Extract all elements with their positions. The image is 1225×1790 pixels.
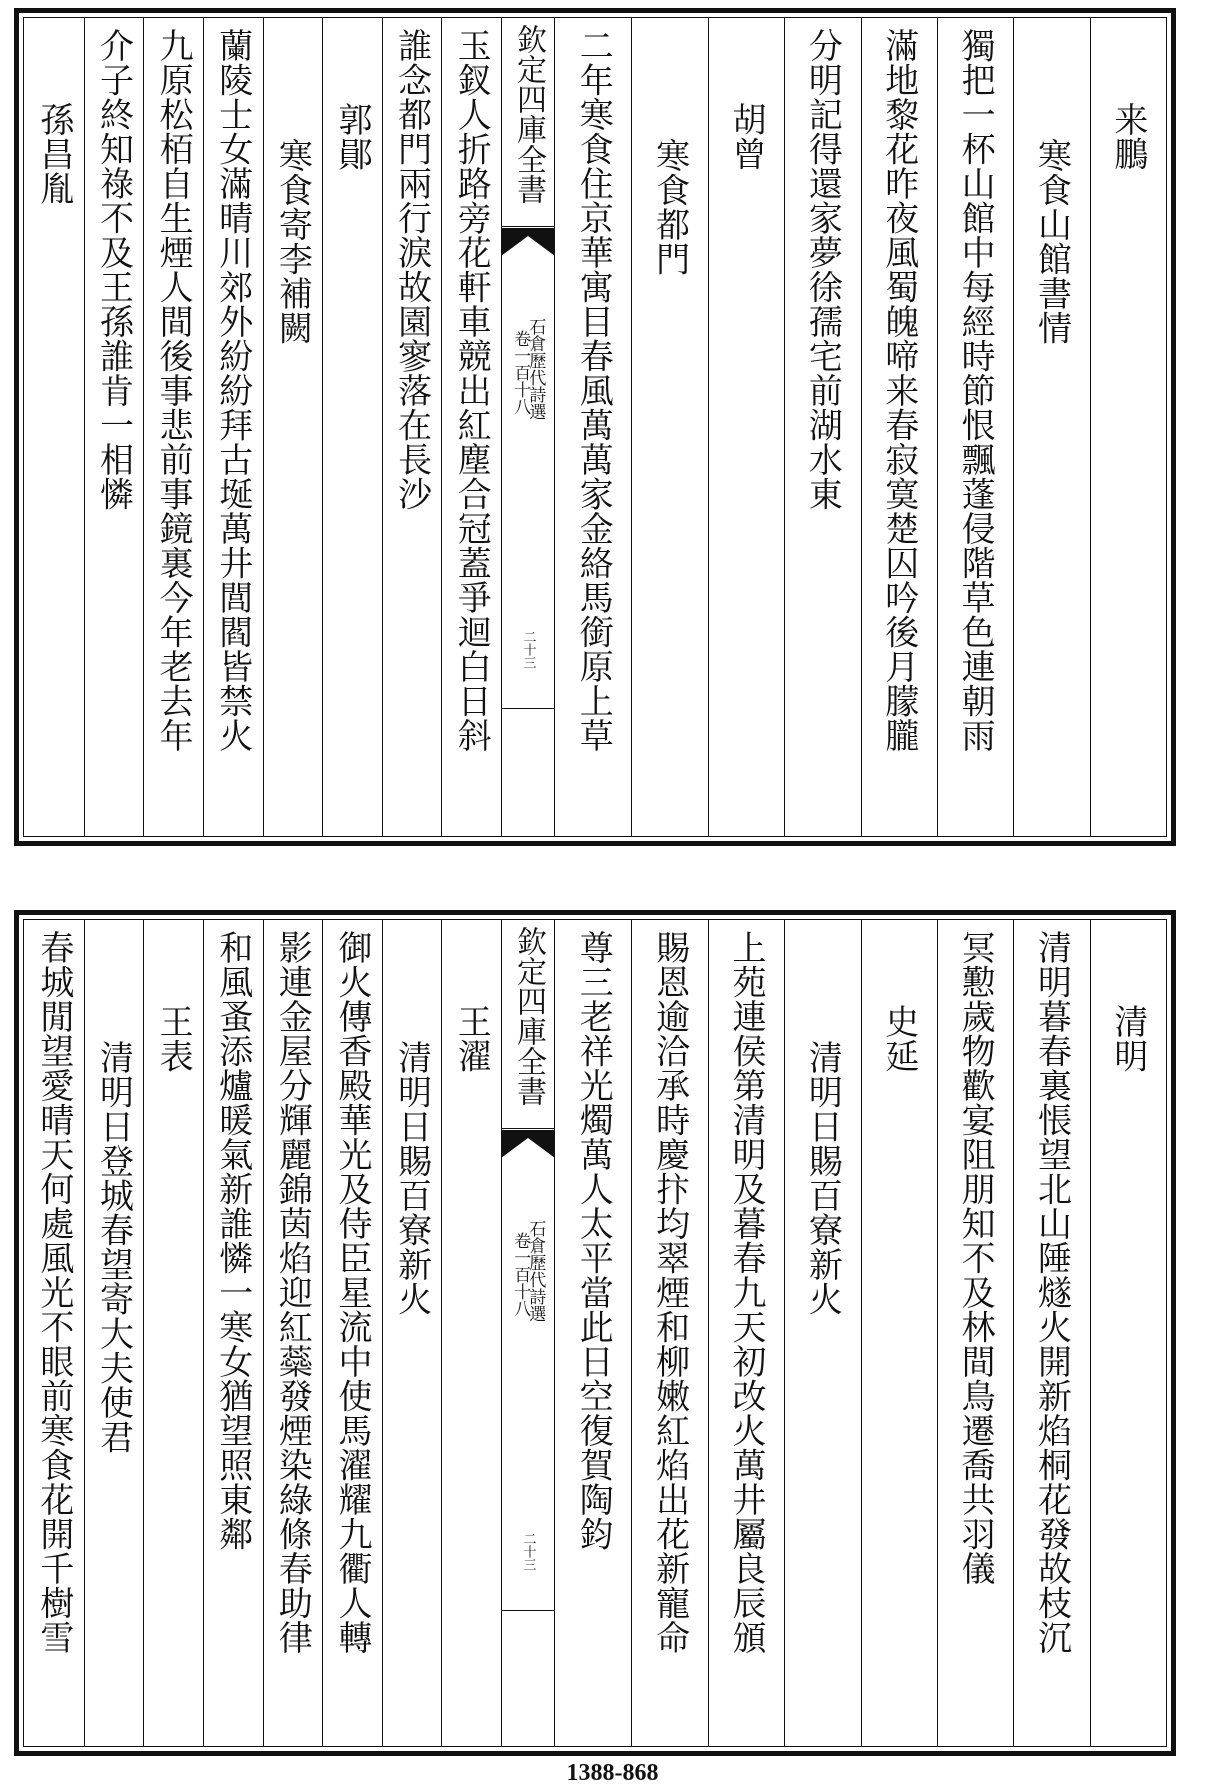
- column-rule: [382, 920, 383, 1746]
- author-line: 来鵬: [1107, 102, 1148, 171]
- column-rule: [784, 18, 785, 836]
- column-rule: [441, 920, 442, 1746]
- column-rule: [84, 920, 85, 1746]
- fish-tail-mark: [501, 1130, 555, 1164]
- column-rule: [322, 920, 323, 1746]
- verse-line: 九原松栢自生煙人間後事悲前事鏡裏今年老去年: [153, 28, 194, 753]
- gutter-title: 欽定四庫全書: [511, 926, 546, 1106]
- verse-line: 分明記得還家夢徐孺宅前湖水東: [802, 28, 843, 511]
- verse-line: 清明暮春裏悵望北山陲燧火開新焰桐花發故枝沉: [1031, 930, 1072, 1655]
- column-rule: [631, 920, 632, 1746]
- column-rule: [263, 18, 264, 836]
- column-rule: [203, 920, 204, 1746]
- column-rule: [382, 18, 383, 836]
- verse-line: 賜恩逾洽承時慶抃均翠煙和柳嫩紅焰出花新寵命: [649, 930, 690, 1655]
- author-line: 王濯: [451, 1004, 492, 1073]
- page-footer-number: 1388-868: [566, 1760, 659, 1786]
- verse-line: 尊三老祥光燭萬人太平當此日空復賀陶鈞: [573, 930, 614, 1551]
- section-heading: 清明: [1107, 1004, 1148, 1073]
- verse-line: 蘭陵士女滿晴川郊外紛紛拜古埏萬井閭閻皆禁火: [212, 28, 253, 753]
- column-rule: [1090, 18, 1091, 836]
- poem-title-line: 寒食寄李補闕: [272, 138, 313, 345]
- verse-line: 和風蚤添爐暖氣新誰憐一寒女猶望照東鄰: [212, 930, 253, 1551]
- poem-title-line: 清明日賜百寮新火: [391, 1040, 432, 1316]
- column-rule: [1013, 920, 1014, 1746]
- column-rule: [441, 18, 442, 836]
- column-rule: [1013, 18, 1014, 836]
- author-line: 王表: [153, 1004, 194, 1073]
- author-line: 郭鄖: [331, 102, 372, 171]
- column-rule: [784, 920, 785, 1746]
- column-rule: [937, 920, 938, 1746]
- column-rule: [322, 18, 323, 836]
- author-line: 孫昌胤: [33, 102, 74, 206]
- bottom-page-frame: [23, 919, 1167, 1747]
- gutter-page-number: 二十三: [520, 1532, 536, 1571]
- verse-line: 御火傳香殿華光及侍臣星流中使馬濯耀九衢人轉: [331, 930, 372, 1655]
- column-rule: [143, 18, 144, 836]
- column-rule: [708, 920, 709, 1746]
- column-rule: [84, 18, 85, 836]
- column-rule: [203, 18, 204, 836]
- book-gutter: [501, 18, 555, 836]
- verse-line: 玉釵人折路旁花軒車競出紅塵合冠蓋爭迴白日斜: [451, 28, 492, 753]
- column-rule: [861, 18, 862, 836]
- author-line: 史延: [878, 1004, 919, 1073]
- column-rule: [143, 920, 144, 1746]
- bottom-page-panel: [14, 910, 1176, 1756]
- poem-title-line: 寒食山館書情: [1031, 138, 1072, 345]
- gutter-subtitle: 石倉歷代詩選: [525, 1220, 546, 1322]
- verse-line: 上苑連侯第清明及暮春九天初改火萬井屬良辰頒: [725, 930, 766, 1655]
- column-rule: [1090, 920, 1091, 1746]
- verse-line: 冥懃歲物歡宴阻朋知不及林間鳥遷喬共羽儀: [955, 930, 996, 1586]
- column-rule: [937, 18, 938, 836]
- verse-line: 滿地黎花昨夜風蜀魄啼来春寂寞楚囚吟後月朦朧: [878, 28, 919, 753]
- gutter-volume: 卷一百十八: [510, 330, 531, 415]
- poem-title-line: 清明日登城春望寄大夫使君: [93, 1040, 134, 1454]
- verse-line: 介子終知祿不及王孫誰肯一相憐: [93, 28, 134, 511]
- gutter-volume: 卷一百十八: [510, 1232, 531, 1317]
- verse-line: 二年寒食住京華寓目春風萬萬家金絡馬銜原上草: [573, 28, 614, 753]
- gutter-subtitle: 石倉歷代詩選: [525, 318, 546, 420]
- top-page-frame: [23, 17, 1167, 837]
- book-gutter: [501, 920, 555, 1746]
- top-page-panel: [14, 8, 1176, 846]
- poem-title-line: 清明日賜百寮新火: [802, 1040, 843, 1316]
- poem-title-line: 寒食都門: [649, 138, 690, 276]
- column-rule: [263, 920, 264, 1746]
- column-rule: [708, 18, 709, 836]
- author-line: 胡曾: [725, 102, 766, 171]
- column-rule: [861, 920, 862, 1746]
- fish-tail-mark: [501, 228, 555, 262]
- gutter-page-number: 二十三: [520, 630, 536, 669]
- verse-line: 獨把一杯山館中每經時節恨飄蓬侵階草色連朝雨: [955, 28, 996, 753]
- column-rule: [631, 18, 632, 836]
- gutter-title: 欽定四庫全書: [511, 24, 546, 204]
- verse-line: 誰念都門兩行淚故園寥落在長沙: [391, 28, 432, 511]
- verse-line: 影連金屋分輝麗錦茵焰迎紅蘂發煙染綠條春助律: [272, 930, 313, 1655]
- verse-line: 春城閒望愛晴天何處風光不眼前寒食花開千樹雪: [33, 930, 74, 1655]
